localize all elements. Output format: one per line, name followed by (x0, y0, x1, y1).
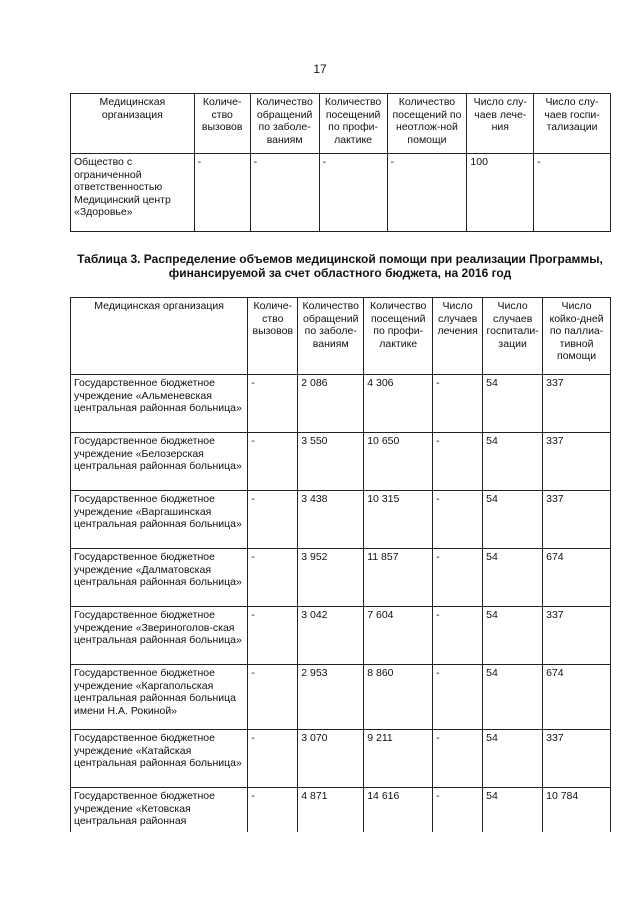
organization-cell: Государственное бюджетное учреждение «Кетовская центральная районная (71, 788, 248, 833)
treatment-cases-cell: - (433, 433, 483, 491)
treatment-cases-cell: - (433, 607, 483, 665)
hospitalization-cases-cell: 54 (483, 433, 543, 491)
table-row (71, 607, 611, 665)
treatment-cases-cell: - (433, 375, 483, 433)
column-header: Количество посещений по неотлож-ной помощи (387, 94, 467, 154)
table-header-row (71, 298, 611, 375)
table-row (71, 665, 611, 730)
table-3 (70, 297, 611, 832)
organization-cell: Государственное бюджетное учреждение «Варгашинская центральная районная больница» (71, 491, 248, 549)
urgent-visits-cell: - (387, 154, 467, 232)
column-header: Медицинская организация (71, 298, 248, 375)
column-header: Число койко-дней по паллиа-тивной помощи (543, 298, 611, 375)
calls-cell: - (248, 491, 298, 549)
column-header: Количество обращений по заболе-ваниям (250, 94, 319, 154)
prevention-visits-cell: 7 604 (364, 607, 433, 665)
palliative-bed-days-cell: 337 (543, 375, 611, 433)
calls-cell: - (248, 607, 298, 665)
table-3-caption: Таблица 3. Распределение объемов медицинской помощи при реализации Программы, финансируемой за счет областного бюджета, на 2016 год (77, 252, 603, 280)
column-header: Число слу-чаев госпи-тализации (534, 94, 611, 154)
hospitalization-cases-cell: 54 (483, 375, 543, 433)
calls-cell: - (248, 665, 298, 730)
table-row (71, 549, 611, 607)
palliative-bed-days-cell: 337 (543, 607, 611, 665)
organization-cell: Государственное бюджетное учреждение «Далматовская центральная районная больница» (71, 549, 248, 607)
disease-visits-cell: - (250, 154, 319, 232)
column-header: Количество посещений по профи-лактике (319, 94, 387, 154)
prevention-visits-cell: 11 857 (364, 549, 433, 607)
palliative-bed-days-cell: 10 784 (543, 788, 611, 833)
column-header: Количе-ство вызовов (248, 298, 298, 375)
hospitalization-cases-cell: - (534, 154, 611, 232)
column-header: Число слу-чаев лече-ния (467, 94, 534, 154)
disease-visits-cell: 4 871 (298, 788, 364, 833)
disease-visits-cell: 3 952 (298, 549, 364, 607)
prevention-visits-cell: 4 306 (364, 375, 433, 433)
palliative-bed-days-cell: 337 (543, 491, 611, 549)
hospitalization-cases-cell: 54 (483, 730, 543, 788)
organization-cell: Государственное бюджетное учреждение «Звериноголов-ская центральная районная больница» (71, 607, 248, 665)
table-row (71, 491, 611, 549)
hospitalization-cases-cell: 54 (483, 788, 543, 833)
prevention-visits-cell: 10 650 (364, 433, 433, 491)
calls-cell: - (248, 433, 298, 491)
page-number: 17 (313, 62, 327, 76)
column-header: Медицинская организация (71, 94, 195, 154)
disease-visits-cell: 3 070 (298, 730, 364, 788)
disease-visits-cell: 3 550 (298, 433, 364, 491)
prevention-visits-cell: 8 860 (364, 665, 433, 730)
prevention-visits-cell: 14 616 (364, 788, 433, 833)
column-header: Количе-ство вызовов (194, 94, 250, 154)
treatment-cases-cell: - (433, 665, 483, 730)
hospitalization-cases-cell: 54 (483, 607, 543, 665)
organization-cell: Государственное бюджетное учреждение «Альменевская центральная районная больница» (71, 375, 248, 433)
prevention-visits-cell: 9 211 (364, 730, 433, 788)
prevention-visits-cell: - (319, 154, 387, 232)
table-row (71, 154, 611, 232)
organization-cell: Государственное бюджетное учреждение «Катайская центральная районная больница» (71, 730, 248, 788)
organization-cell: Общество с ограниченной ответственностью Медицинский центр «Здоровье» (71, 154, 195, 232)
table-row (71, 375, 611, 433)
palliative-bed-days-cell: 674 (543, 665, 611, 730)
table-1-continuation (70, 93, 611, 232)
table-row (71, 730, 611, 788)
column-header: Число случаев лечения (433, 298, 483, 375)
column-header: Количество посещений по профи-лактике (364, 298, 433, 375)
calls-cell: - (248, 788, 298, 833)
disease-visits-cell: 3 042 (298, 607, 364, 665)
calls-cell: - (248, 549, 298, 607)
table-row (71, 788, 611, 833)
organization-cell: Государственное бюджетное учреждение «Каргапольская центральная районная больница имени Н.А. Рокиной» (71, 665, 248, 730)
palliative-bed-days-cell: 337 (543, 730, 611, 788)
disease-visits-cell: 2 086 (298, 375, 364, 433)
table-row (71, 433, 611, 491)
treatment-cases-cell: - (433, 788, 483, 833)
disease-visits-cell: 3 438 (298, 491, 364, 549)
organization-cell: Государственное бюджетное учреждение «Белозерская центральная районная больница» (71, 433, 248, 491)
calls-cell: - (194, 154, 250, 232)
treatment-cases-cell: 100 (467, 154, 534, 232)
disease-visits-cell: 2 953 (298, 665, 364, 730)
calls-cell: - (248, 375, 298, 433)
calls-cell: - (248, 730, 298, 788)
hospitalization-cases-cell: 54 (483, 491, 543, 549)
treatment-cases-cell: - (433, 491, 483, 549)
hospitalization-cases-cell: 54 (483, 549, 543, 607)
column-header: Количество обращений по заболе-ваниям (298, 298, 364, 375)
hospitalization-cases-cell: 54 (483, 665, 543, 730)
treatment-cases-cell: - (433, 549, 483, 607)
palliative-bed-days-cell: 337 (543, 433, 611, 491)
table-header-row (71, 94, 611, 154)
prevention-visits-cell: 10 315 (364, 491, 433, 549)
treatment-cases-cell: - (433, 730, 483, 788)
column-header: Число случаев госпитали-зации (483, 298, 543, 375)
palliative-bed-days-cell: 674 (543, 549, 611, 607)
